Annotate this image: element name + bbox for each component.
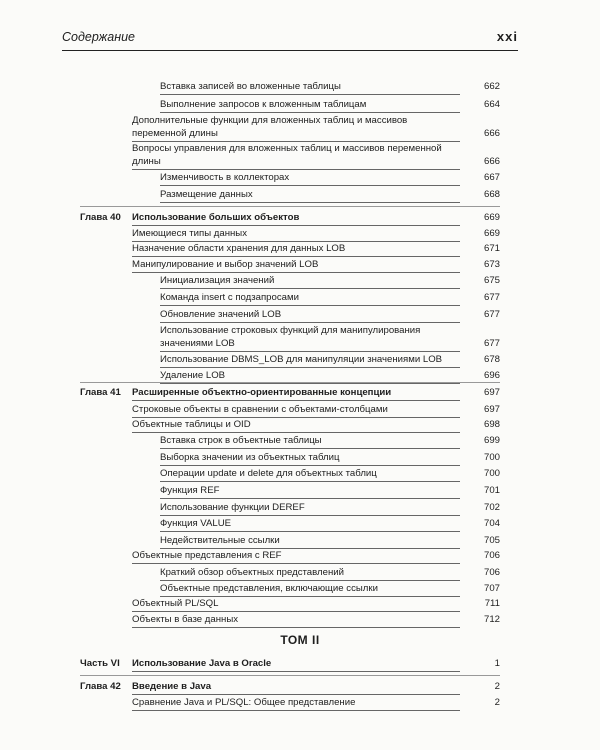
- toc-entry-page: 677: [483, 338, 500, 349]
- toc-underline: [160, 515, 460, 516]
- toc-underline: [132, 256, 460, 257]
- chapter-title: Использование больших объектов: [132, 212, 300, 223]
- toc-entry-page: 696: [483, 370, 500, 381]
- toc-entry-page: 678: [483, 354, 500, 365]
- header-page-number: xxi: [496, 29, 518, 44]
- toc-entry-title: Вопросы управления для вложенных таблиц и массивов переменной: [132, 143, 442, 154]
- toc-entry-page: 701: [483, 485, 500, 496]
- toc-entry-page: 702: [483, 502, 500, 513]
- toc-entry-title: Выполнение запросов к вложенным таблицам: [160, 99, 367, 110]
- toc-entry-page: 2: [494, 681, 500, 692]
- toc-underline: [132, 671, 460, 672]
- toc-entry-page: 706: [483, 550, 500, 561]
- toc-entry-title: Манипулирование и выбор значений LOB: [132, 259, 319, 270]
- toc-entry-page: 697: [483, 404, 500, 415]
- toc-entry-title: Обновление значений LOB: [160, 309, 282, 320]
- part-title: Использование Java в Oracle: [132, 658, 272, 669]
- toc-entry-page: 700: [483, 468, 500, 479]
- toc-underline: [160, 322, 460, 323]
- chapter-label: Глава 42: [80, 681, 121, 692]
- toc-entry-page: 2: [494, 697, 500, 708]
- toc-entry-page: 1: [494, 658, 500, 669]
- toc-underline: [132, 710, 460, 711]
- toc-entry-title: Использование DBMS_LOB для манипуляции значениями LOB: [160, 354, 443, 365]
- toc-entry-page: 712: [483, 614, 500, 625]
- toc-underline: [132, 225, 460, 226]
- toc-underline: [160, 305, 460, 306]
- toc-entry-page: 671: [483, 243, 500, 254]
- toc-entry-page: 664: [483, 99, 500, 110]
- toc-entry-title-continued: переменной длины: [132, 128, 218, 139]
- toc-underline: [160, 185, 460, 186]
- toc-entry-page: 699: [483, 435, 500, 446]
- toc-entry-title: Использование строковых функций для манипулирования: [160, 325, 421, 336]
- toc-entry-page: 666: [483, 128, 500, 139]
- section-separator: [80, 206, 500, 207]
- toc-underline: [160, 367, 460, 368]
- toc-entry-page: 667: [483, 172, 500, 183]
- toc-underline: [132, 694, 460, 695]
- toc-entry-title: Инициализация значений: [160, 275, 275, 286]
- toc-underline: [160, 383, 460, 384]
- toc-underline: [160, 112, 460, 113]
- toc-entry-page: 711: [484, 598, 500, 609]
- toc-underline: [132, 272, 460, 273]
- volume-heading: ТОМ II: [280, 633, 320, 647]
- toc-entry-title: Изменчивость в коллекторах: [160, 172, 290, 183]
- toc-entry-title: Строковые объекты в сравнении с объектами-столбцами: [132, 404, 388, 415]
- toc-underline: [160, 465, 460, 466]
- toc-entry-title: Назначение области хранения для данных LOB: [132, 243, 346, 254]
- toc-underline: [132, 400, 460, 401]
- toc-entry-page: 666: [483, 156, 500, 167]
- toc-underline: [160, 498, 460, 499]
- toc-entry-page: 677: [483, 309, 500, 320]
- chapter-title: Расширенные объектно-ориентированные концепции: [132, 387, 392, 398]
- toc-entry-title: Функция REF: [160, 485, 220, 496]
- header-title: Содержание: [62, 30, 135, 44]
- toc-entry-title: Функция VALUE: [160, 518, 232, 529]
- toc-entry-page: 698: [483, 419, 500, 430]
- toc-underline: [160, 448, 460, 449]
- section-separator: [80, 382, 500, 383]
- toc-underline: [160, 202, 460, 203]
- toc-entry-title: Объектный PL/SQL: [132, 598, 219, 609]
- toc-underline: [132, 169, 460, 170]
- toc-entry-title: Дополнительные функции для вложенных таблиц и массивов: [132, 115, 408, 126]
- toc-underline: [160, 481, 460, 482]
- toc-entry-title: Удаление LOB: [160, 370, 226, 381]
- toc-entry-page: 705: [483, 535, 500, 546]
- toc-entry-page: 706: [483, 567, 500, 578]
- toc-entry-title: Объектные представления, включающие ссылки: [160, 583, 378, 594]
- toc-entry-title: Размещение данных: [160, 189, 253, 200]
- toc-entry-title: Объектные таблицы и OID: [132, 419, 251, 430]
- chapter-title: Введение в Java: [132, 681, 212, 692]
- toc-entry-title: Команда insert с подзапросами: [160, 292, 299, 303]
- toc-entry-page: 669: [483, 212, 500, 223]
- toc-entry-title: Вставка строк в объектные таблицы: [160, 435, 322, 446]
- toc-entry-title: Недействительные ссылки: [160, 535, 280, 546]
- toc-underline: [132, 611, 460, 612]
- toc-entry-page: 675: [483, 275, 500, 286]
- toc-entry-title: Краткий обзор объектных представлений: [160, 567, 344, 578]
- toc-entry-title: Объекты в базе данных: [132, 614, 239, 625]
- toc-entry-page: 662: [483, 81, 500, 92]
- toc-entry-page: 673: [483, 259, 500, 270]
- toc-entry-page: 700: [483, 452, 500, 463]
- toc-entry-page: 707: [483, 583, 500, 594]
- toc-entry-title-continued: длины: [132, 156, 161, 167]
- toc-entry-page: 669: [483, 228, 500, 239]
- toc-entry-title: Использование функции DEREF: [160, 502, 305, 513]
- toc-entry-title: Вставка записей во вложенные таблицы: [160, 81, 341, 92]
- part-label: Часть VI: [80, 658, 120, 669]
- toc-entry-page: 668: [483, 189, 500, 200]
- toc-underline: [160, 94, 460, 95]
- toc-entry-title: Имеющиеся типы данных: [132, 228, 247, 239]
- toc-entry-page: 697: [483, 387, 500, 398]
- toc-entry-title: Сравнение Java и PL/SQL: Общее представление: [132, 697, 356, 708]
- toc-entry-page: 677: [483, 292, 500, 303]
- toc-underline: [132, 432, 460, 433]
- chapter-label: Глава 41: [80, 387, 121, 398]
- section-separator: [80, 675, 500, 676]
- toc-underline: [160, 580, 460, 581]
- toc-underline: [160, 288, 460, 289]
- toc-underline: [160, 351, 460, 352]
- chapter-label: Глава 40: [80, 212, 121, 223]
- toc-underline: [132, 627, 460, 628]
- toc-underline: [132, 563, 460, 564]
- toc-entry-page: 704: [483, 518, 500, 529]
- toc-entry-title-continued: значениями LOB: [160, 338, 235, 349]
- toc-entry-title: Операции update и delete для объектных таблиц: [160, 468, 377, 479]
- toc-entry-title: Выборка значении из объектных таблиц: [160, 452, 340, 463]
- toc-entry-title: Объектные представления с REF: [132, 550, 282, 561]
- toc-underline: [160, 531, 460, 532]
